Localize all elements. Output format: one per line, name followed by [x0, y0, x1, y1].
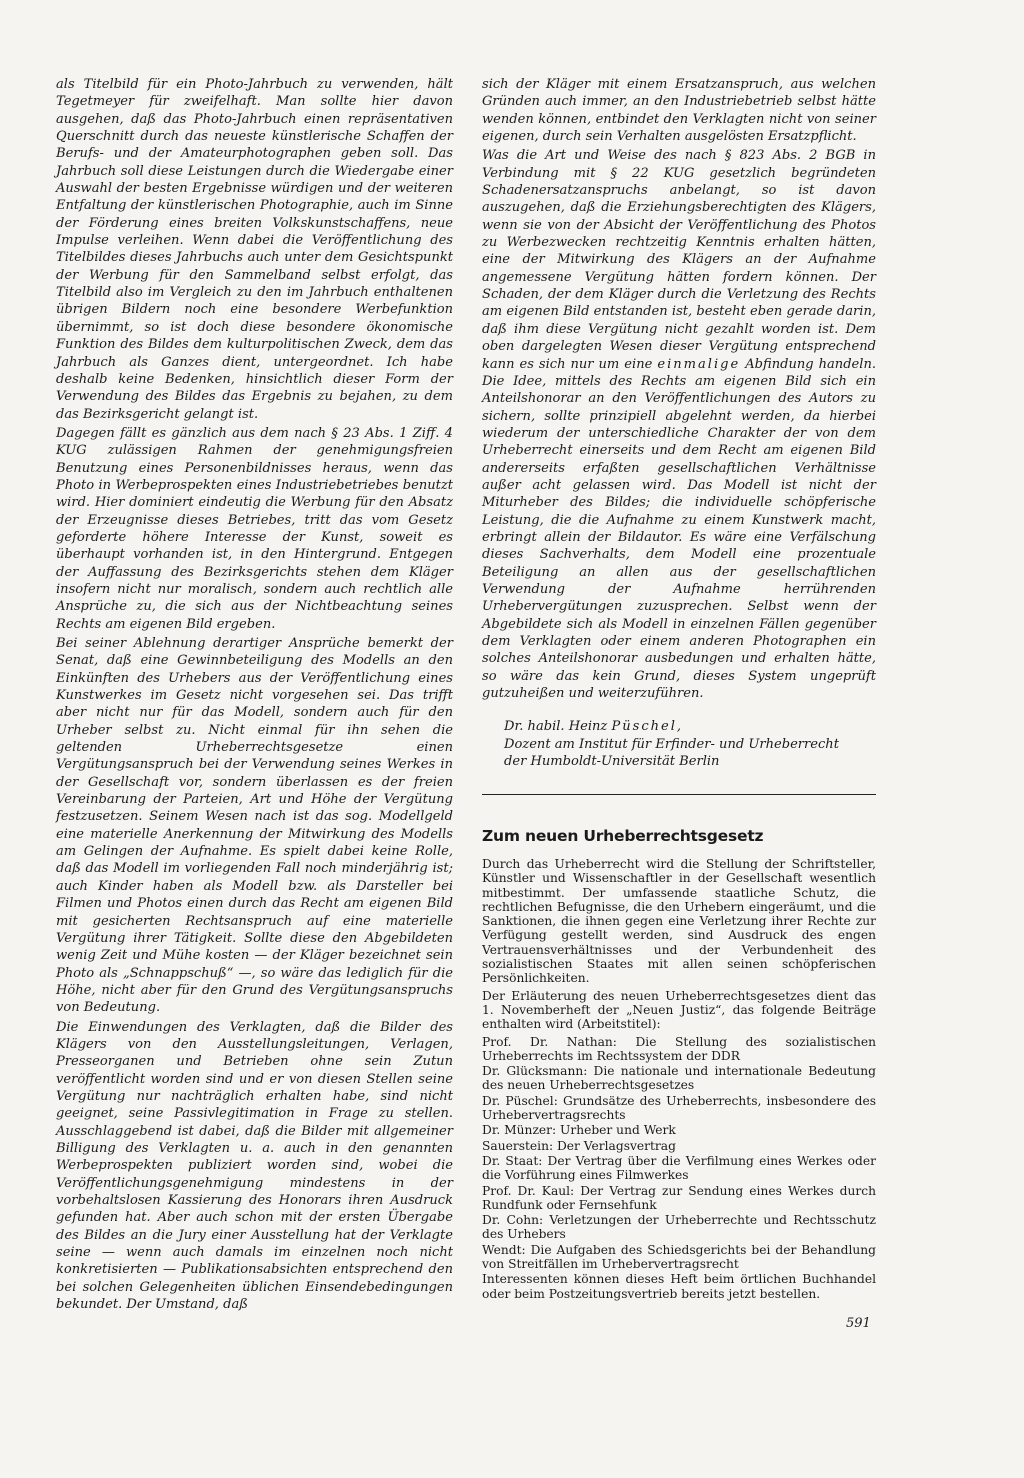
section-divider — [482, 794, 876, 795]
paragraph-text: Was die Art und Weise des nach § 823 Abs. 2 BGB in Verbindung mit § 22 KUG gesetzlich begründeten Schadenersatzanspruchs anbelangt, so ist davon auszugehen, daß die Erziehungsberechtigten des Klägers, wenn sie von der Absicht der Veröffentlichung des Photos zu Werbezwecken rechtzeitig Kenntnis erhalten hätten, eine der Mitwirkung des Klägers an der Aufnahme angemessene Vergütung hätten fordern können. Der Schaden, der dem Kläger durch die Verletzung des Rechts am eigenen Bild entstanden ist, besteht eben gerade darin, daß ihm diese Vergütung nicht gezahlt worden ist. Dem oben dargelegten Wesen dieser Vergütung entsprechend kann es sich nur um eine — [482, 148, 876, 372]
announcement-intro: Der Erläuterung des neuen Urheberrechtsgesetzes dient das 1. Novemberheft der „Neuen Justiz“, das folgende Beiträge enthalten wird (Arbeitstitel): — [482, 988, 876, 1032]
paragraph-text: Abfindung handeln. Die Idee, mittels des Rechts am eigenen Bild sich ein Anteilshonorar an den Veröffentlichungen des Autors zu sichern, sollte prinzipiell abgelehnt werden, da hierbei wiederum der unterschiedliche Charakter der von dem Urheberrecht einerseits und dem Recht am eigenen Bild andererseits erfaßten gesellschaftlichen Verhältnisse außer acht gelassen wird. Das Modell ist nicht der Miturheber des Bildes; die individuelle schöpferische Leistung, die die Aufnahme zu einem Kunstwerk macht, erbringt allein der Bildautor. Es wäre eine Verfälschung dieses Sachverhalts, dem Modell eine prozentuale Beteiligung an allen aus der gesellschaftlichen Verwendung der Aufnahme herrührenden Urhebervergütungen zuzusprechen. Selbst wenn der Abgebildete sich als Modell in einzelnen Fällen gegenüber dem Verklagten oder einem anderen Photographen ein solches Anteilshonorar ausbedungen und erhalten hätte, so wäre das kein Grund, dieses System ungeprüft gutzuheißen und weiterzuführen. — [482, 356, 877, 702]
right-column — [482, 76, 876, 770]
paragraph: Bei seiner Ablehnung derartiger Ansprüche bemerkt der Senat, daß eine Gewinnbeteiligung des Modells an den Einkünften des Urhebers aus der Veröffentlichung eines Kunstwerkes im Gesetz nicht vorgesehen sei. Das trifft aber nicht nur für das Modell, sondern auch für den Urheber selbst zu. Nicht einmal für ihn sehen die geltenden Urheberrechtsgesetze einen Vergütungsanspruch bei der Verwendung seines Werkes in der Gesellschaft vor, sondern überlassen es der freien Vereinbarung der Parteien, Art und Höhe der Vergütung festzusetzen. Seinem Wesen nach ist das sog. Modellgeld eine materielle Anerkennung der Mitwirkung des Modells am Gelingen der Aufnahme. Es spielt dabei keine Rolle, daß das Modell im vorliegenden Fall noch minderjährig ist; auch Kinder haben als Modell bzw. als Darsteller bei Filmen und Photos einen durch das Recht am eigenen Bild mit gesicherten Rechtsanspruch auf eine materielle Vergütung ihrer Tätigkeit. Sollte diese den Abgebildeten wenig Zeit und Mühe kosten — der Kläger bezeichnet sein Photo als „Schnappschuß“ —, so wäre das lediglich für die Höhe, nicht aber für den Grund des Vergütungsanspruchs von Bedeutung. — [56, 636, 453, 1016]
contribution-item: Dr. Staat: Der Vertrag über die Verfilmung eines Werkes oder die Vorführung eines Filmwerkes — [482, 1153, 876, 1183]
author-affiliation: Dozent am Institut für Erfinder- und Urheberrecht — [504, 736, 839, 752]
announcement-outro: Interessenten können dieses Heft beim örtlichen Buchhandel oder beim Postzeitungsvertrieb bereits jetzt bestellen. — [482, 1272, 876, 1301]
announcement-intro: Durch das Urheberrecht wird die Stellung der Schriftsteller, Künstler und Wissenschaftler in der Gesellschaft wesentlich mitbestimmt. Der umfassende staatliche Schutz, die rechtlichen Befugnisse, die den Urhebern eingeräumt, und die Sanktionen, die ihnen gegen eine Verletzung ihrer Rechte zur Verfügung gestellt werden, sind Ausdruck des engen Vertrauensverhältnisses und der Verbundenheit des sozialistischen Staates mit allen seinen schöpferischen Persönlichkeiten. — [482, 857, 876, 986]
contribution-item: Dr. Glücksmann: Die nationale und internationale Bedeutung des neuen Urheberrechtsgesetzes — [482, 1064, 876, 1093]
section-title: Zum neuen Urheberrechtsgesetz — [482, 827, 764, 845]
author-university: der Humboldt-Universität Berlin — [504, 754, 720, 770]
paragraph: sich der Kläger mit einem Ersatzanspruch, aus welchen Gründen auch immer, an den Industriebetrieb selbst hätte wenden können, entbindet den Verklagten nicht von seiner eigenen, durch sein Verhalten ausgelösten Ersatzpflicht. — [482, 77, 876, 145]
left-column — [56, 76, 453, 1315]
author-name: Dr. habil. Heinz Püschel, — [504, 719, 682, 735]
contribution-item: Sauerstein: Der Verlagsvertrag — [482, 1138, 676, 1153]
announcement — [482, 857, 876, 1304]
emphasized-word: einmalige — [657, 356, 741, 372]
contribution-item: Dr. Münzer: Urheber und Werk — [482, 1123, 676, 1138]
page-number: 591 — [846, 1316, 871, 1331]
paragraph: als Titelbild für ein Photo-Jahrbuch zu verwenden, hält Tegetmeyer für zweifelhaft. Man sollte hier davon ausgehen, daß das Photo-Jahrbuch einen repräsentativen Querschnitt durch das neueste künstlerische Schaffen der Berufs- und der Amateurphotographen geben soll. Das Jahrbuch soll diese Leistungen durch die Wiedergabe einer Auswahl der besten Ergebnisse würdigen und der weiteren Entfaltung der künstlerischen Photographie, auch im Sinne der Förderung eines breiten Volkskunstschaffens, neue Impulse verleihen. Wenn dabei die Veröffentlichung des Titelbildes dieses Jahrbuchs auch unter dem Gesichtspunkt der Werbung für den Sammelband selbst erfolgt, das Titelbild also im Vergleich zu den im Jahrbuch enthaltenen übrigen Bildern noch eine besondere Werbefunktion übernimmt, so ist doch diese besondere ökonomische Funktion des Bildes dem kulturpolitischen Zweck, dem das Jahrbuch als Ganzes dient, untergeordnet. Ich habe deshalb keine Bedenken, hinsichtlich dieser Form der Verwendung des Bildes das Ergebnis zu bejahen, zu dem das Bezirksgericht gelangt ist. — [56, 77, 453, 422]
contribution-item: Prof. Dr. Nathan: Die Stellung des sozialistischen Urheberrechts im Rechtssystem der DDR — [482, 1034, 876, 1063]
contribution-item: Dr. Cohn: Verletzungen der Urheberrechte und Rechtsschutz des Urhebers — [482, 1213, 876, 1242]
paragraph: Die Einwendungen des Verklagten, daß die Bilder des Klägers von den Ausstellungsleitungen, Verlagen, Presseorganen und Betrieben ohne sein Zutun veröffentlicht worden sind und er von diesen Stellen seine Vergütung nur nachträglich erhalten habe, sind nicht geeignet, seine Passivlegitimation in Frage zu stellen. Ausschlaggebend ist dabei, daß die Bilder mit allgemeiner Billigung des Verklagten u. a. auch in den genannten Werbeprospekten publiziert worden sind, wobei die Veröffentlichungsgenehmigung mindestens in der vorbehaltslosen Kassierung des Honorars ihren Ausdruck gefunden hat. Aber auch schon mit der ersten Übergabe des Bildes an die Jury einer Ausstellung hat der Verklagte seine — wenn auch damals im einzelnen noch nicht konkretisierten — Publikationsabsichten entsprechend den bei solchen Gelegenheiten üblichen Einsendebedingungen bekundet. Der Umstand, daß — [56, 1019, 453, 1313]
paragraph — [482, 147, 876, 702]
paragraph: Dagegen fällt es gänzlich aus dem nach § 23 Abs. 1 Ziff. 4 KUG zulässigen Rahmen der genehmigungsfreien Benutzung eines Personenbildnisses heraus, wenn das Photo in Werbeprospekten eines Industriebetriebes benutzt wird. Hier dominiert eindeutig die Werbung für den Absatz der Erzeugnisse dieses Betriebes, tritt das vom Gesetz geforderte höhere Interesse der Kunst, soweit es überhaupt vorhanden ist, in den Hintergrund. Entgegen der Auffassung des Bezirksgerichts stehen dem Kläger insofern nicht nur moralisch, sondern auch rechtlich alle Ansprüche zu, die sich aus der Nichtbeachtung seines Rechts am eigenen Bild ergeben. — [56, 425, 453, 632]
contribution-item: Prof. Dr. Kaul: Der Vertrag zur Sendung eines Werkes durch Rundfunk oder Fernsehfunk — [482, 1183, 876, 1212]
contribution-item: Dr. Püschel: Grundsätze des Urheberrechts, insbesondere des Urhebervertragsrechts — [482, 1093, 876, 1123]
contribution-item: Wendt: Die Aufgaben des Schiedsgerichts bei der Behandlung von Streitfällen im Urhebervertragsrecht — [482, 1242, 876, 1272]
author-signature — [504, 718, 876, 770]
